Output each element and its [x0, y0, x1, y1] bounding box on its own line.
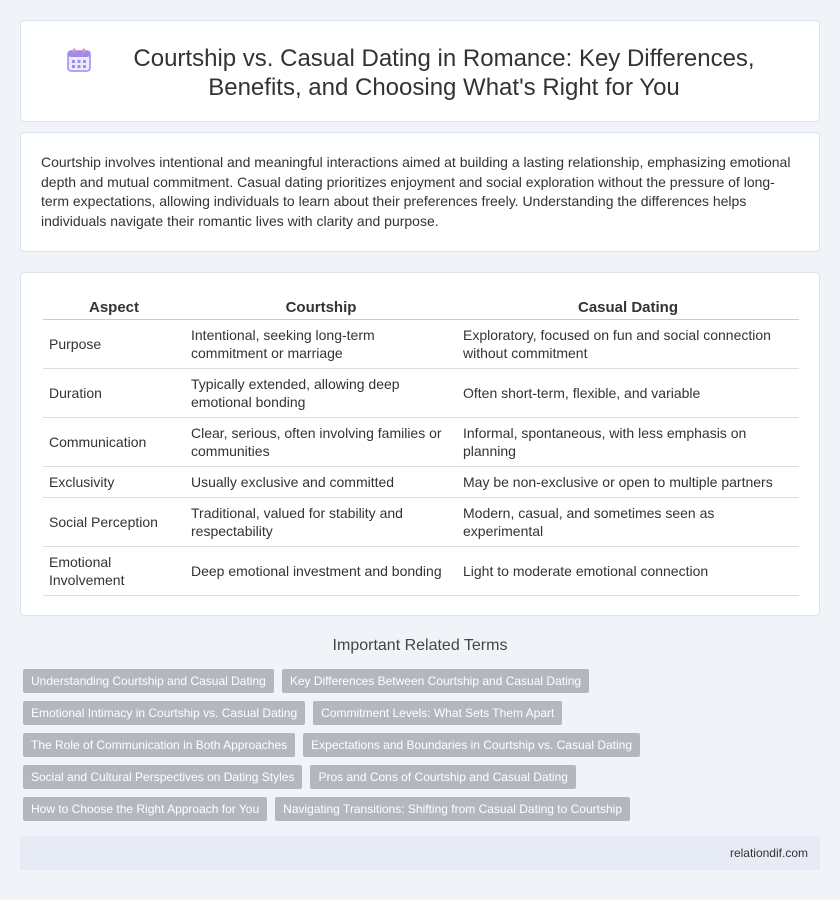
related-terms-tags — [23, 669, 823, 829]
footer-site-link[interactable]: relationdif.com — [729, 846, 808, 860]
related-tag[interactable]: The Role of Communication in Both Approaches — [23, 733, 295, 757]
table-row — [43, 320, 799, 369]
header-card — [20, 20, 820, 122]
cell-courtship: Typically extended, allowing deep emotional bonding — [185, 369, 457, 418]
cell-casual: Modern, casual, and sometimes seen as experimental — [457, 498, 799, 547]
comparison-table-card — [20, 272, 820, 616]
cell-aspect: Emotional Involvement — [43, 547, 185, 596]
table-row — [43, 418, 799, 467]
cell-courtship: Intentional, seeking long-term commitment or marriage — [185, 320, 457, 369]
cell-courtship: Usually exclusive and committed — [185, 467, 457, 498]
cell-aspect: Social Perception — [43, 498, 185, 547]
table-row — [43, 369, 799, 418]
cell-courtship: Clear, serious, often involving families or communities — [185, 418, 457, 467]
cell-casual: Informal, spontaneous, with less emphasis on planning — [457, 418, 799, 467]
cell-courtship: Traditional, valued for stability and respectability — [185, 498, 457, 547]
table-row — [43, 467, 799, 498]
related-tag[interactable]: Pros and Cons of Courtship and Casual Dating — [310, 765, 575, 789]
related-tag[interactable]: Social and Cultural Perspectives on Dating Styles — [23, 765, 302, 789]
footer — [20, 836, 820, 870]
cell-casual: May be non-exclusive or open to multiple partners — [457, 467, 799, 498]
cell-aspect: Duration — [43, 369, 185, 418]
cell-aspect: Communication — [43, 418, 185, 467]
table-row — [43, 547, 799, 596]
cell-aspect: Exclusivity — [43, 467, 185, 498]
page-title: Courtship vs. Casual Dating in Romance: Key Differences, Benefits, and Choosing What's Right for You — [133, 45, 755, 101]
related-terms-heading: Important Related Terms — [332, 637, 508, 654]
intro-card — [20, 132, 820, 252]
related-tag[interactable]: Understanding Courtship and Casual Dating — [23, 669, 274, 693]
related-tag[interactable]: Key Differences Between Courtship and Casual Dating — [282, 669, 589, 693]
header-courtship: Courtship — [185, 295, 457, 320]
cell-casual: Exploratory, focused on fun and social connection without commitment — [457, 320, 799, 369]
related-tag[interactable]: Navigating Transitions: Shifting from Casual Dating to Courtship — [275, 797, 630, 821]
related-tag[interactable]: Expectations and Boundaries in Courtship vs. Casual Dating — [303, 733, 640, 757]
cell-aspect: Purpose — [43, 320, 185, 369]
table-header-row — [43, 295, 799, 320]
title-row — [21, 21, 819, 102]
header-casual-dating: Casual Dating — [457, 295, 799, 320]
calendar-icon — [66, 47, 92, 73]
comparison-table — [43, 295, 799, 596]
related-tag[interactable]: How to Choose the Right Approach for You — [23, 797, 267, 821]
cell-casual: Often short-term, flexible, and variable — [457, 369, 799, 418]
table-row — [43, 498, 799, 547]
related-tag[interactable]: Emotional Intimacy in Courtship vs. Casual Dating — [23, 701, 305, 725]
related-tag[interactable]: Commitment Levels: What Sets Them Apart — [313, 701, 562, 725]
header-aspect: Aspect — [43, 295, 185, 320]
intro-paragraph: Courtship involves intentional and meaningful interactions aimed at building a lasting relationship, emphasizing emotional depth and mutual commitment. Casual dating prioritizes enjoyment and social exploration without the pressure of long-term expectations, allowing individuals to learn about their preferences freely. Understanding the differences helps individuals navigate their romantic lives with clarity and purpose. — [41, 154, 791, 229]
cell-courtship: Deep emotional investment and bonding — [185, 547, 457, 596]
cell-casual: Light to moderate emotional connection — [457, 547, 799, 596]
